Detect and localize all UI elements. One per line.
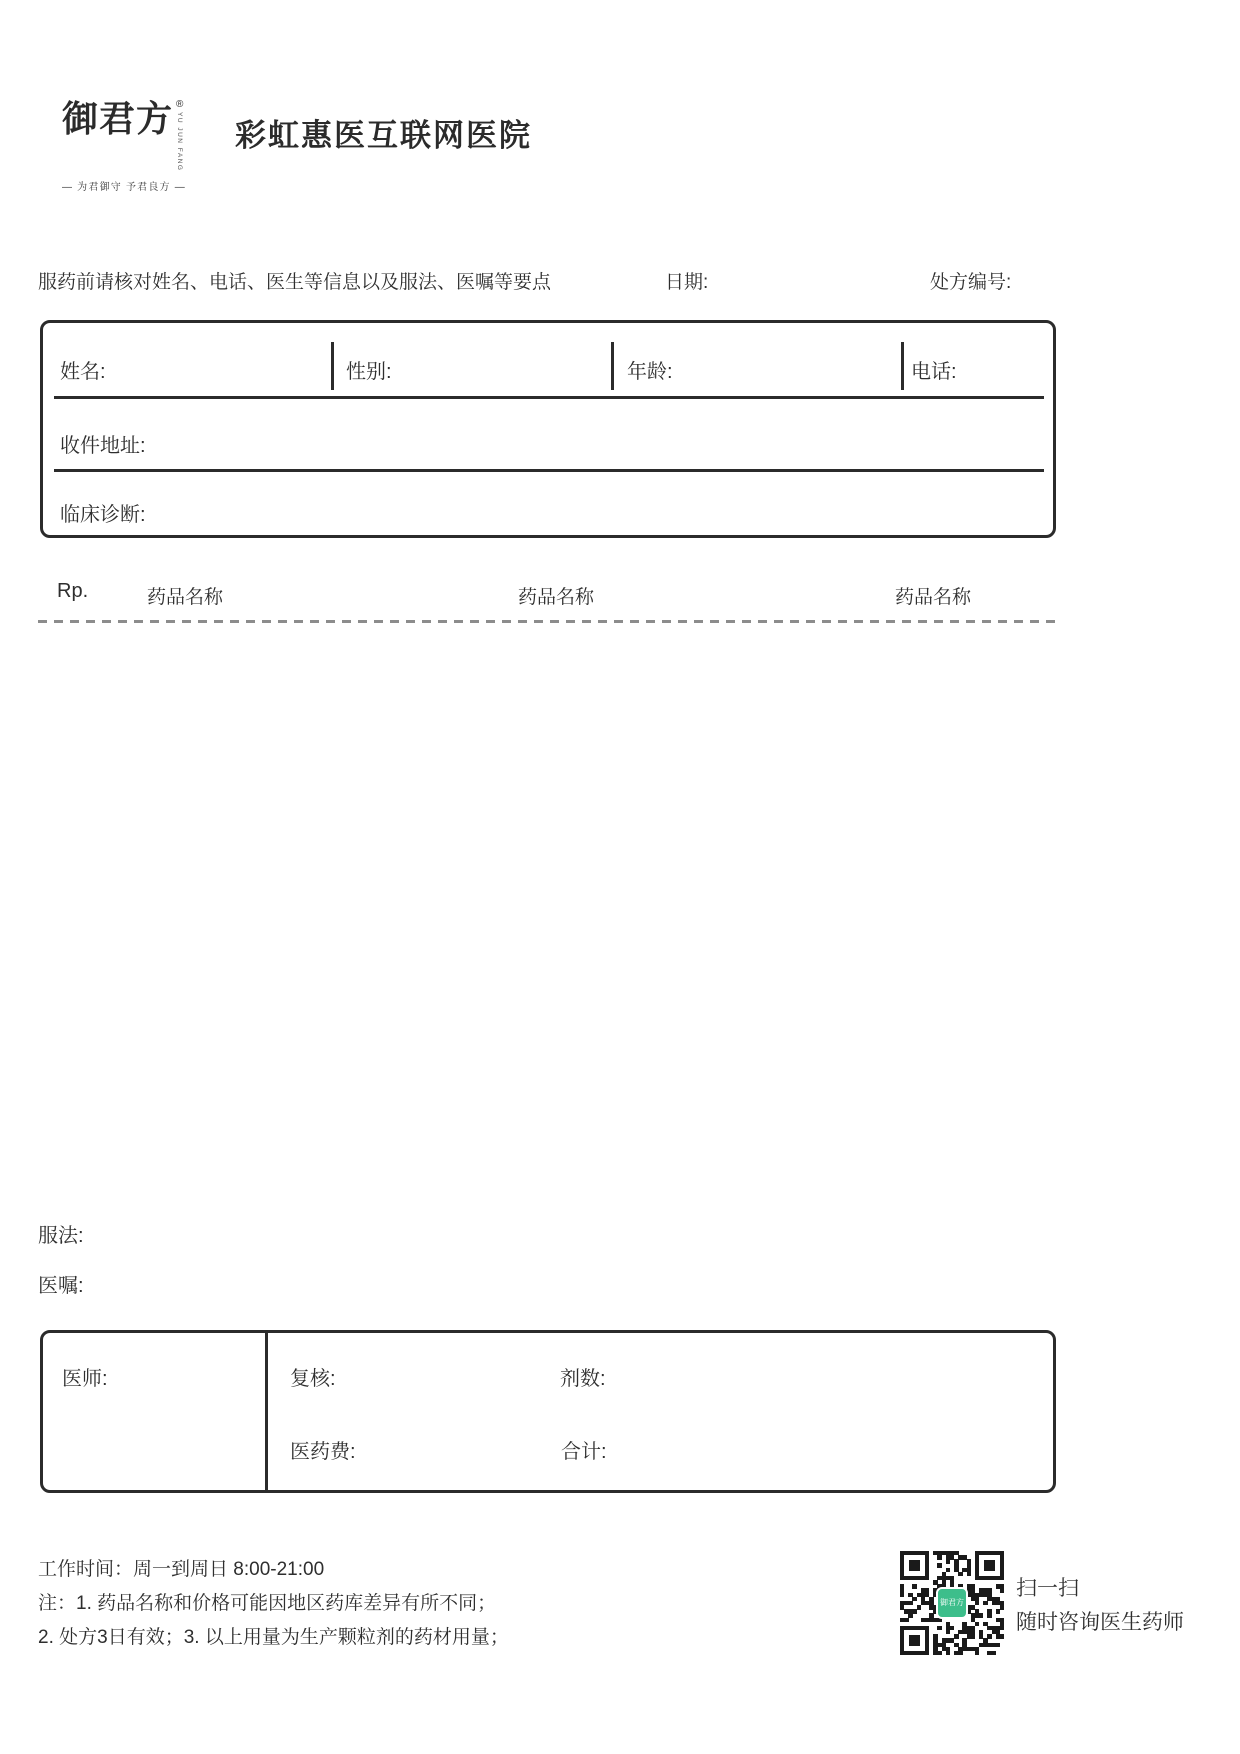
precheck-notice: 服药前请核对姓名、电话、医生等信息以及服法、医嘱等要点 [38, 272, 552, 293]
hospital-name: 彩虹惠医互联网医院 [235, 118, 532, 153]
rx-number-label: 处方编号: [930, 272, 1012, 293]
brand-logo [62, 100, 186, 193]
review-label: 复核: [290, 1368, 336, 1390]
vertical-divider [265, 1333, 268, 1490]
patient-info-box [40, 320, 1056, 538]
total-label: 合计: [561, 1441, 607, 1463]
qr-caption-line2: 随时咨询医生药师 [1016, 1611, 1184, 1634]
qr-center-logo [936, 1587, 968, 1619]
qr-center-logo-text: 御君方 [940, 1598, 964, 1607]
rp-label: Rp. [57, 580, 89, 602]
dashed-separator [38, 620, 1056, 623]
working-hours: 工作时间：周一到周日 8:00-21:00 [38, 1559, 325, 1580]
name-label: 姓名: [60, 361, 106, 383]
drug-name-column-header: 药品名称 [518, 587, 595, 608]
qr-finder-icon [975, 1551, 1004, 1580]
usage-label: 服法: [38, 1225, 84, 1247]
address-label: 收件地址: [60, 435, 146, 457]
phone-label: 电话: [911, 361, 957, 383]
medicine-fee-label: 医药费: [290, 1441, 356, 1463]
horizontal-divider [54, 396, 1044, 399]
drug-name-column-header: 药品名称 [895, 587, 972, 608]
signoff-box [40, 1330, 1056, 1493]
qr-finder-icon [900, 1626, 929, 1655]
horizontal-divider [54, 469, 1044, 472]
doctor-advice-label: 医嘱: [38, 1275, 84, 1297]
brand-tagline: — 为君御守 予君良方 — [62, 182, 186, 194]
footer-note-1: 注：1. 药品名称和价格可能因地区药库差异有所不同； [38, 1593, 497, 1614]
qr-finder-icon [900, 1551, 929, 1580]
registered-trademark-icon: ® [176, 99, 184, 110]
physician-label: 医师: [62, 1368, 108, 1390]
brand-logo-text: 御君方 [62, 98, 174, 140]
qr-caption-line1: 扫一扫 [1016, 1577, 1079, 1600]
vertical-divider [611, 342, 614, 390]
brand-logo-side [176, 100, 183, 171]
age-label: 年龄: [627, 361, 673, 383]
date-label: 日期: [665, 272, 709, 293]
diagnosis-label: 临床诊断: [60, 504, 146, 526]
gender-label: 性别: [346, 361, 392, 383]
vertical-divider [331, 342, 334, 390]
vertical-divider [901, 342, 904, 390]
qr-code [900, 1551, 1004, 1655]
drug-name-column-header: 药品名称 [147, 587, 224, 608]
footer-note-2: 2. 处方3日有效；3. 以上用量为生产颗粒剂的药材用量； [38, 1627, 509, 1648]
doses-label: 剂数: [560, 1368, 606, 1390]
brand-logo-pinyin: YU JUN FANG [176, 112, 184, 172]
